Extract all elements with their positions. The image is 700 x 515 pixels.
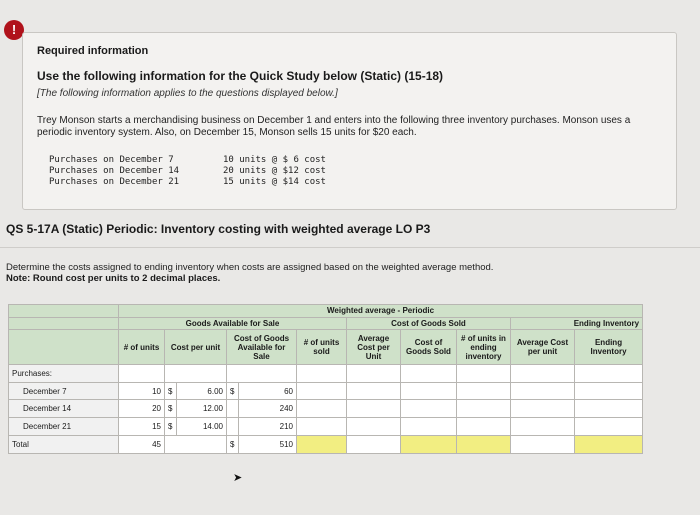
currency-symbol: $ bbox=[165, 400, 177, 418]
avg-cost-unit-input[interactable] bbox=[511, 418, 575, 436]
total-units-input[interactable]: 45 bbox=[119, 436, 165, 454]
cost-input[interactable]: 6.00 bbox=[177, 382, 227, 400]
weighted-average-table bbox=[8, 304, 643, 454]
group-cogs: Cost of Goods Sold bbox=[347, 317, 511, 330]
units-sold-input[interactable] bbox=[297, 382, 347, 400]
units-ending-input[interactable] bbox=[457, 382, 511, 400]
rounding-note: Note: Round cost per units to 2 decimal places. bbox=[6, 273, 221, 284]
col-units: # of units bbox=[119, 330, 165, 365]
avg-cost-input[interactable] bbox=[347, 418, 401, 436]
avg-cost-unit-input[interactable] bbox=[511, 400, 575, 418]
row-label: December 14 bbox=[9, 400, 119, 418]
col-avg-cost-unit: Average Cost per unit bbox=[511, 330, 575, 365]
total-cogs-input[interactable] bbox=[401, 436, 457, 454]
col-avg-cost: Average Cost per Unit bbox=[347, 330, 401, 365]
purchase-detail: 10 units @ $ 6 cost bbox=[223, 155, 326, 165]
total-label: Total bbox=[9, 436, 119, 454]
col-units-sold: # of units sold bbox=[297, 330, 347, 365]
mouse-cursor-icon: ➤ bbox=[233, 472, 243, 484]
required-information-panel bbox=[22, 32, 677, 210]
section-divider bbox=[0, 247, 700, 248]
total-units-ending-input[interactable] bbox=[457, 436, 511, 454]
units-sold-input[interactable] bbox=[297, 418, 347, 436]
units-input[interactable]: 10 bbox=[119, 382, 165, 400]
cost-input[interactable]: 12.00 bbox=[177, 400, 227, 418]
total-ending-inventory-input[interactable] bbox=[575, 436, 643, 454]
table-title: Weighted average - Periodic bbox=[119, 305, 643, 318]
avg-cost-unit-input[interactable] bbox=[511, 382, 575, 400]
group-ending: Ending Inventory bbox=[511, 317, 643, 330]
units-input[interactable]: 15 bbox=[119, 418, 165, 436]
currency-symbol: $ bbox=[227, 436, 239, 454]
total-input[interactable]: 60 bbox=[239, 382, 297, 400]
row-label: December 21 bbox=[9, 418, 119, 436]
cost-input[interactable]: 14.00 bbox=[177, 418, 227, 436]
total-row bbox=[9, 436, 643, 454]
problem-description: Trey Monson starts a merchandising business on December 1 and enters into the following three inventory purchases. Monson uses a periodic inventory system. Also, on December 15, Monson sells 15 units for $20 each. bbox=[37, 115, 631, 138]
purchase-label: Purchases on December 7 bbox=[49, 155, 174, 165]
cogs-input[interactable] bbox=[401, 400, 457, 418]
col-cost-available: Cost of Goods Available for Sale bbox=[227, 330, 297, 365]
units-sold-input[interactable] bbox=[297, 400, 347, 418]
units-ending-input[interactable] bbox=[457, 400, 511, 418]
units-ending-input[interactable] bbox=[457, 418, 511, 436]
col-ending-inventory: Ending Inventory bbox=[575, 330, 643, 365]
table-row bbox=[9, 400, 643, 418]
avg-cost-input[interactable] bbox=[347, 400, 401, 418]
total-input[interactable]: 240 bbox=[239, 400, 297, 418]
ending-inventory-input[interactable] bbox=[575, 400, 643, 418]
col-cost-per-unit: Cost per unit bbox=[165, 330, 227, 365]
currency-symbol: $ bbox=[165, 418, 177, 436]
col-units-ending: # of units in ending inventory bbox=[457, 330, 511, 365]
currency-symbol: $ bbox=[227, 382, 239, 400]
table-row bbox=[9, 418, 643, 436]
cogs-input[interactable] bbox=[401, 418, 457, 436]
task-instruction: Determine the costs assigned to ending inventory when costs are assigned based on the weighted average method. bbox=[6, 262, 494, 273]
ending-inventory-input[interactable] bbox=[575, 418, 643, 436]
cogs-input[interactable] bbox=[401, 382, 457, 400]
purchase-detail: 20 units @ $12 cost bbox=[223, 166, 326, 176]
purchase-labels bbox=[49, 155, 179, 188]
purchase-details bbox=[223, 155, 326, 188]
group-available: Goods Available for Sale bbox=[119, 317, 347, 330]
required-info-heading: Required information bbox=[37, 45, 149, 57]
use-info-heading: Use the following information for the Quick Study below (Static) (15-18) bbox=[37, 69, 444, 83]
question-title: QS 5-17A (Static) Periodic: Inventory costing with weighted average LO P3 bbox=[6, 222, 431, 236]
purchase-label: Purchases on December 14 bbox=[49, 166, 180, 176]
ending-inventory-input[interactable] bbox=[575, 382, 643, 400]
applies-note: [The following information applies to the questions displayed below.] bbox=[37, 88, 338, 99]
total-units-sold-input[interactable] bbox=[297, 436, 347, 454]
alert-icon: ! bbox=[4, 20, 24, 40]
avg-cost-input[interactable] bbox=[347, 382, 401, 400]
currency-symbol: $ bbox=[165, 382, 177, 400]
col-cogs: Cost of Goods Sold bbox=[401, 330, 457, 365]
section-label: Purchases: bbox=[9, 364, 119, 382]
row-label: December 7 bbox=[9, 382, 119, 400]
table-row bbox=[9, 382, 643, 400]
purchase-label: Purchases on December 21 bbox=[49, 177, 180, 187]
total-input[interactable]: 210 bbox=[239, 418, 297, 436]
total-cost-input[interactable]: 510 bbox=[239, 436, 297, 454]
units-input[interactable]: 20 bbox=[119, 400, 165, 418]
purchase-detail: 15 units @ $14 cost bbox=[223, 177, 326, 187]
